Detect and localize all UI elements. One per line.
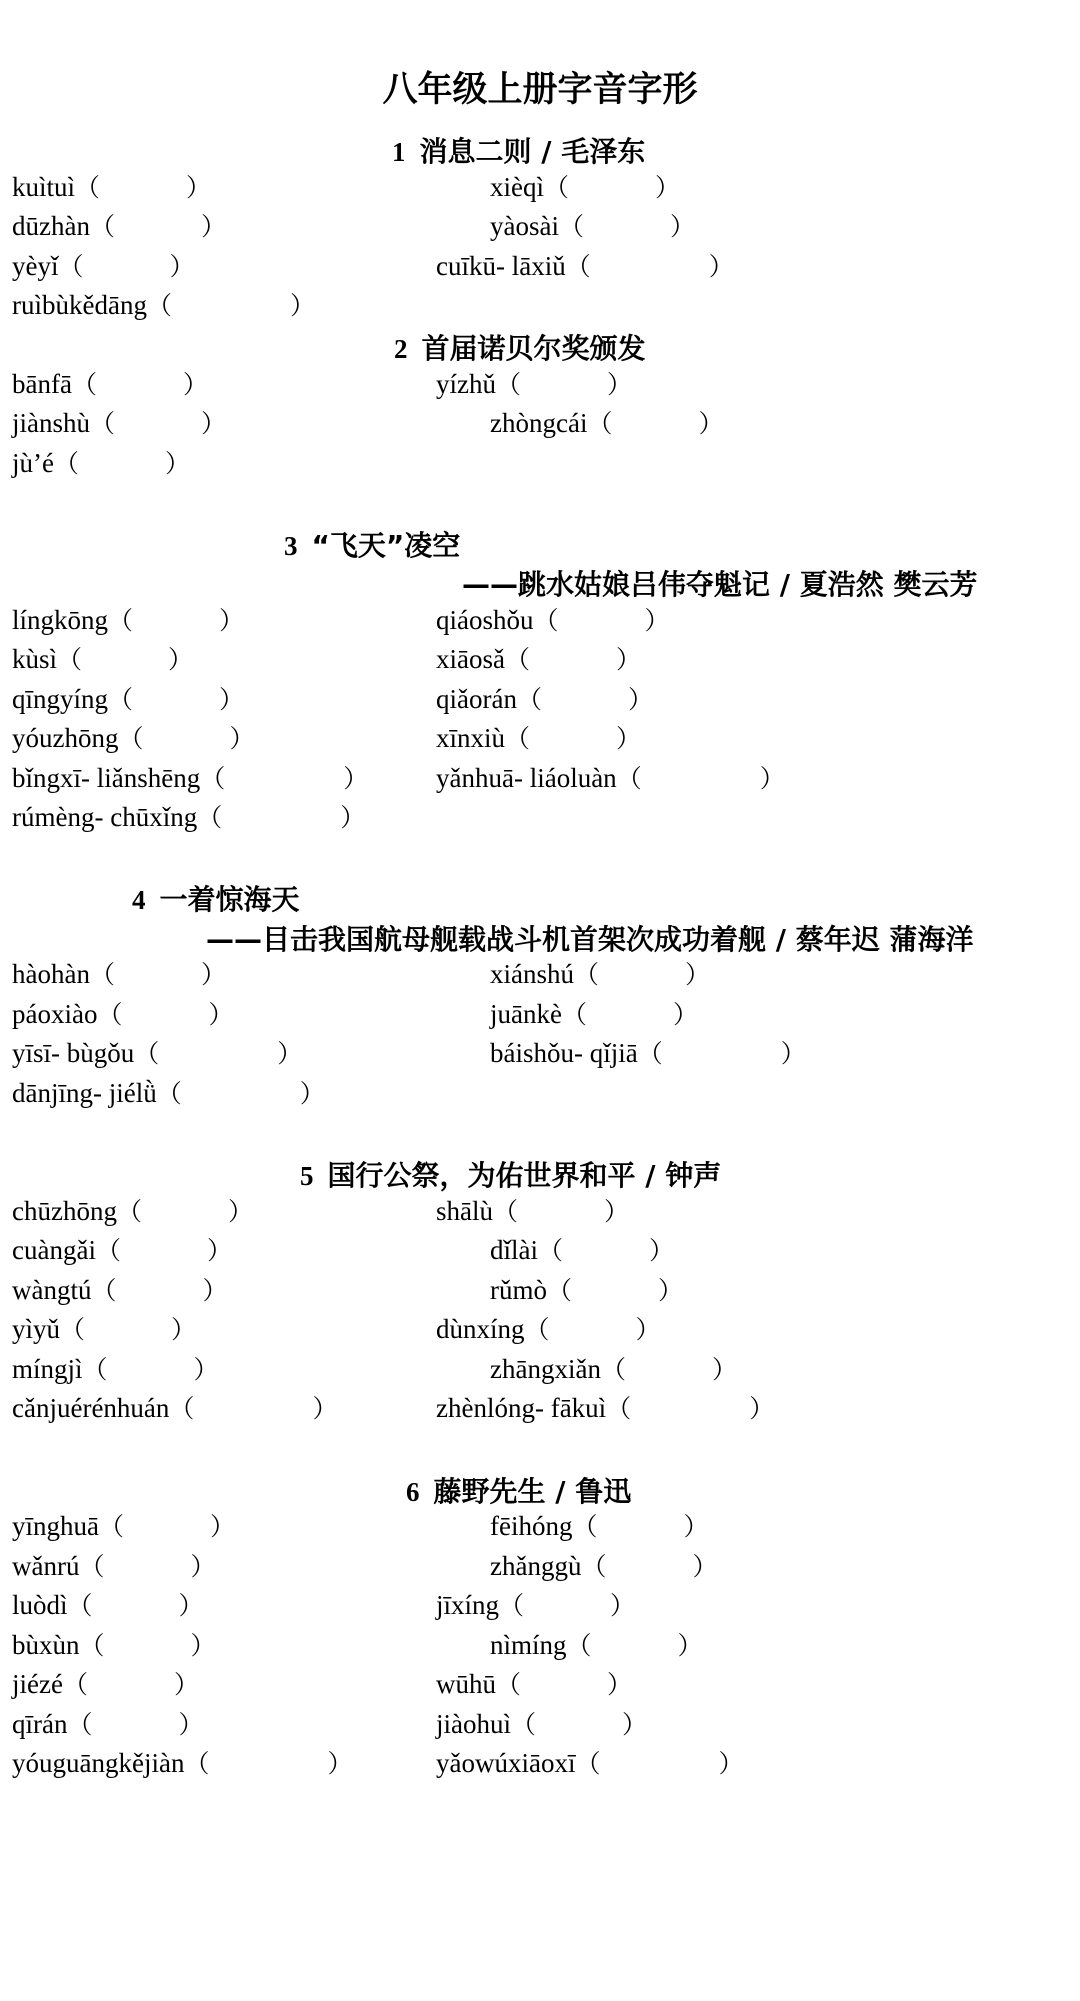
pinyin-item: yóuguāngkějiàn（ ） [12, 1748, 353, 1778]
pinyin-item: zhòngcái（ ） [490, 408, 724, 438]
pinyin-item: zhǎnggù（ ） [490, 1551, 718, 1581]
section-heading: 4 一着惊海天 [132, 883, 300, 916]
pinyin-item: yèyǐ（ ） [12, 251, 195, 281]
pinyin-item: wàngtú（ ） [12, 1275, 228, 1305]
pinyin-item: xièqì（ ） [490, 172, 681, 202]
pinyin-item: qīngyíng（ ） [12, 684, 245, 714]
pinyin-item: dǐlài（ ） [490, 1235, 675, 1265]
pinyin-item: nìmíng（ ） [490, 1630, 703, 1660]
pinyin-item: yóuzhōng（ ） [12, 723, 255, 753]
pinyin-item: xiánshú（ ） [490, 959, 711, 989]
pinyin-item: rǔmò（ ） [490, 1275, 684, 1305]
pinyin-item: páoxiào（ ） [12, 999, 234, 1029]
pinyin-item: jiàohuì（ ） [436, 1709, 648, 1739]
section-heading: 6 藤野先生 / 鲁迅 [406, 1475, 632, 1508]
pinyin-item: chūzhōng（ ） [12, 1196, 253, 1226]
pinyin-item: qīrán（ ） [12, 1709, 204, 1739]
pinyin-item: jù’é（ ） [12, 448, 191, 478]
pinyin-item: jiézé（ ） [12, 1669, 199, 1699]
pinyin-item: yǎowúxiāoxī（ ） [436, 1748, 744, 1778]
pinyin-item: xīnxiù（ ） [436, 723, 642, 753]
pinyin-item: yízhǔ（ ） [436, 369, 633, 399]
pinyin-item: luòdì（ ） [12, 1590, 204, 1620]
pinyin-item: dūzhàn（ ） [12, 211, 226, 241]
pinyin-item: yīsī- bùgǒu（ ） [12, 1038, 303, 1068]
pinyin-item: wǎnrú（ ） [12, 1551, 216, 1581]
pinyin-item: shālù（ ） [436, 1196, 630, 1226]
pinyin-item: cuīkū- lāxiǔ（ ） [436, 251, 734, 281]
pinyin-item: kuìtuì（ ） [12, 172, 212, 202]
pinyin-item: cǎnjuérénhuán（ ） [12, 1393, 338, 1423]
pinyin-item: dānjīng- jiélǜ（ ） [12, 1078, 325, 1108]
section-heading: 5 国行公祭，为佑世界和平 / 钟声 [300, 1159, 722, 1192]
pinyin-item: bǐngxī- liǎnshēng（ ） [12, 763, 369, 793]
pinyin-item: jiànshù（ ） [12, 408, 227, 438]
section-heading: 1 消息二则 / 毛泽东 [392, 135, 646, 168]
section-subheading: ——跳水姑娘吕伟夺魁记 / 夏浩然 樊云芳 [462, 568, 978, 601]
page-title: 八年级上册字音字形 [382, 70, 698, 110]
pinyin-item: ruìbùkědāng（ ） [12, 290, 315, 320]
pinyin-item: juānkè（ ） [490, 999, 699, 1029]
pinyin-item: cuàngǎi（ ） [12, 1235, 232, 1265]
pinyin-item: fēihóng（ ） [490, 1511, 709, 1541]
pinyin-item: yàosài（ ） [490, 211, 696, 241]
pinyin-item: qiǎorán（ ） [436, 684, 653, 714]
section-heading: 2 首届诺贝尔奖颁发 [394, 332, 646, 365]
pinyin-item: yīnghuā（ ） [12, 1511, 236, 1541]
pinyin-item: zhènlóng- fākuì（ ） [436, 1393, 775, 1423]
pinyin-item: dùnxíng（ ） [436, 1314, 661, 1344]
section-subheading: ——目击我国航母舰载战斗机首架次成功着舰 / 蔡年迟 蒲海洋 [206, 923, 974, 956]
pinyin-item: báishǒu- qǐjiā（ ） [490, 1038, 806, 1068]
pinyin-item: bùxùn（ ） [12, 1630, 216, 1660]
pinyin-item: zhāngxiǎn（ ） [490, 1354, 737, 1384]
pinyin-item: míngjì（ ） [12, 1354, 219, 1384]
section-heading: 3 “飞天”凌空 [284, 529, 461, 562]
pinyin-item: kùsì（ ） [12, 644, 194, 674]
pinyin-item: yìyǔ（ ） [12, 1314, 197, 1344]
pinyin-item: rúmèng- chūxǐng（ ） [12, 802, 366, 832]
pinyin-item: wūhū（ ） [436, 1669, 633, 1699]
pinyin-item: bānfā（ ） [12, 369, 208, 399]
pinyin-item: xiāosǎ（ ） [436, 644, 642, 674]
pinyin-item: hàohàn（ ） [12, 959, 226, 989]
pinyin-item: língkōng（ ） [12, 605, 245, 635]
pinyin-item: yǎnhuā- liáoluàn（ ） [436, 763, 785, 793]
pinyin-item: jīxíng（ ） [436, 1590, 636, 1620]
pinyin-item: qiáoshǒu（ ） [436, 605, 670, 635]
